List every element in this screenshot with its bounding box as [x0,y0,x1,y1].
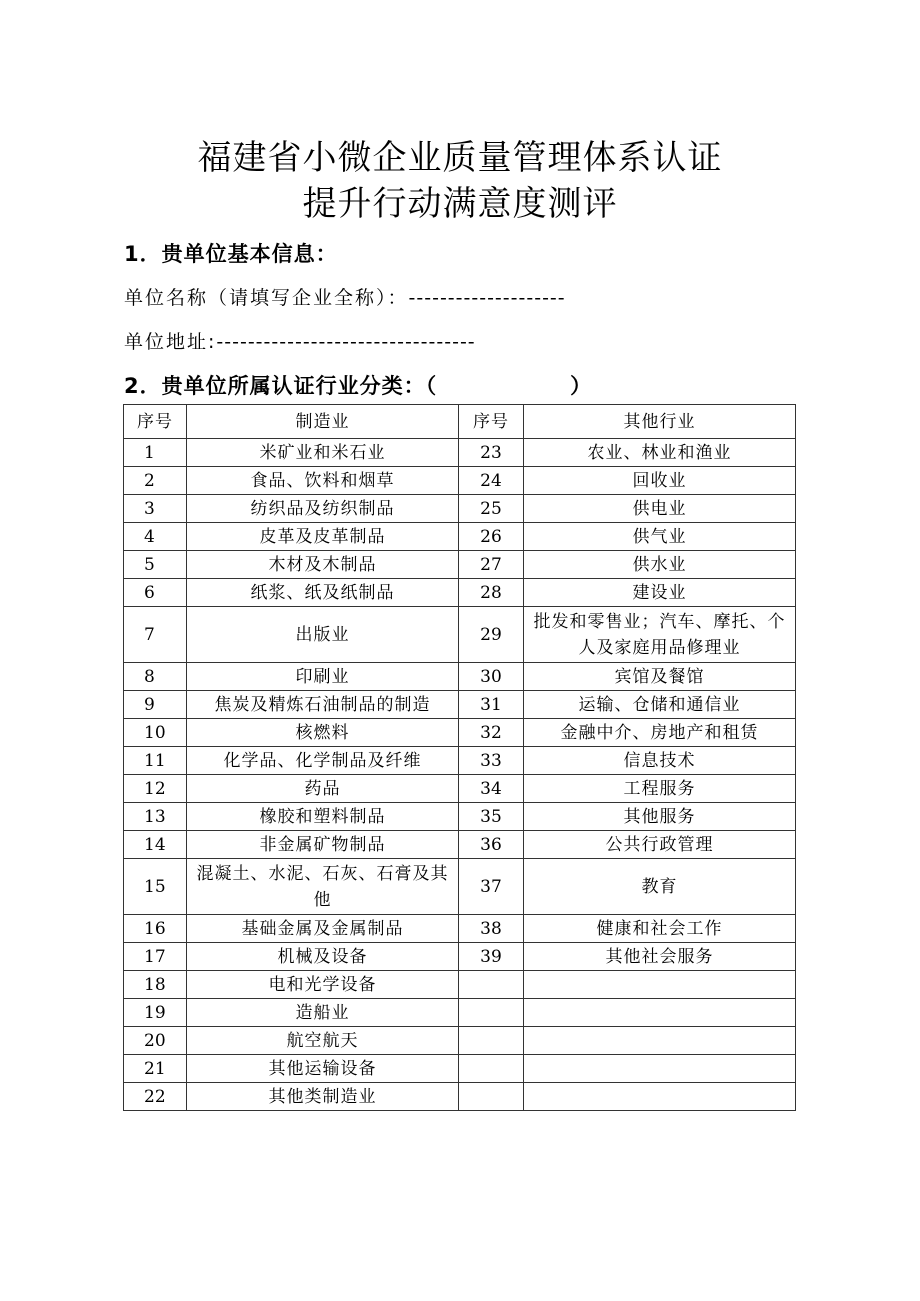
manufacturing-serial-cell: 18 [124,971,187,999]
page-title-line1: 福建省小微企业质量管理体系认证 [197,138,723,178]
manufacturing-industry-cell: 造船业 [187,999,459,1027]
other-industry-cell: 农业、林业和渔业 [524,439,796,467]
manufacturing-industry-cell: 化学品、化学制品及纤维 [187,747,459,775]
manufacturing-serial-cell: 12 [124,775,187,803]
other-industry-cell: 其他服务 [524,803,796,831]
manufacturing-serial-cell: 2 [124,467,187,495]
other-industry-cell [524,1083,796,1111]
other-serial-cell: 33 [459,747,524,775]
other-industry-cell [524,1055,796,1083]
other-industry-cell: 建设业 [524,579,796,607]
other-serial-cell: 34 [459,775,524,803]
other-serial-cell: 30 [459,663,524,691]
manufacturing-serial-cell: 19 [124,999,187,1027]
other-industry-cell: 运输、仓储和通信业 [524,691,796,719]
manufacturing-serial-cell: 22 [124,1083,187,1111]
table-row [124,495,796,523]
other-industry-cell: 其他社会服务 [524,943,796,971]
header-serial-1: 序号 [124,405,187,439]
manufacturing-industry-cell: 纺织品及纺织制品 [187,495,459,523]
manufacturing-serial-cell: 11 [124,747,187,775]
table-row [124,607,796,663]
manufacturing-industry-cell: 电和光学设备 [187,971,459,999]
table-row [124,439,796,467]
other-industry-cell: 公共行政管理 [524,831,796,859]
unit-address-field[interactable] [124,328,476,356]
table-row [124,831,796,859]
other-serial-cell: 24 [459,467,524,495]
other-serial-cell: 23 [459,439,524,467]
manufacturing-industry-cell: 焦炭及精炼石油制品的制造 [187,691,459,719]
manufacturing-industry-cell: 木材及木制品 [187,551,459,579]
manufacturing-serial-cell: 10 [124,719,187,747]
manufacturing-industry-cell: 核燃料 [187,719,459,747]
table-body [124,439,796,1111]
manufacturing-industry-cell: 非金属矿物制品 [187,831,459,859]
other-serial-cell: 26 [459,523,524,551]
other-serial-cell: 39 [459,943,524,971]
table-row [124,747,796,775]
header-serial-2: 序号 [459,405,524,439]
manufacturing-industry-cell: 印刷业 [187,663,459,691]
other-serial-cell: 25 [459,495,524,523]
manufacturing-serial-cell: 16 [124,915,187,943]
manufacturing-serial-cell: 8 [124,663,187,691]
manufacturing-industry-cell: 橡胶和塑料制品 [187,803,459,831]
other-industry-cell: 供气业 [524,523,796,551]
table-row [124,803,796,831]
unit-name-value: -------------------- [408,287,566,309]
industry-classification-table [123,404,796,1111]
manufacturing-industry-cell: 其他类制造业 [187,1083,459,1111]
manufacturing-industry-cell: 混凝土、水泥、石灰、石膏及其他 [187,859,459,915]
table-row [124,719,796,747]
other-serial-cell: 32 [459,719,524,747]
other-serial-cell: 38 [459,915,524,943]
other-industry-cell: 供水业 [524,551,796,579]
manufacturing-industry-cell: 药品 [187,775,459,803]
table-row [124,775,796,803]
other-industry-cell: 回收业 [524,467,796,495]
manufacturing-serial-cell: 1 [124,439,187,467]
other-serial-cell: 37 [459,859,524,915]
table-row [124,943,796,971]
page-title-line2: 提升行动满意度测评 [302,184,618,224]
manufacturing-serial-cell: 20 [124,1027,187,1055]
manufacturing-serial-cell: 13 [124,803,187,831]
other-serial-cell: 28 [459,579,524,607]
other-industry-cell: 健康和社会工作 [524,915,796,943]
other-serial-cell: 29 [459,607,524,663]
table-row [124,859,796,915]
manufacturing-industry-cell: 出版业 [187,607,459,663]
other-industry-cell: 工程服务 [524,775,796,803]
table-row [124,467,796,495]
other-serial-cell: 35 [459,803,524,831]
other-serial-cell [459,999,524,1027]
manufacturing-industry-cell: 航空航天 [187,1027,459,1055]
other-industry-cell: 信息技术 [524,747,796,775]
manufacturing-serial-cell: 7 [124,607,187,663]
other-serial-cell [459,1083,524,1111]
table-row [124,551,796,579]
manufacturing-serial-cell: 9 [124,691,187,719]
other-serial-cell [459,971,524,999]
manufacturing-industry-cell: 其他运输设备 [187,1055,459,1083]
other-industry-cell: 金融中介、房地产和租赁 [524,719,796,747]
table-row [124,1055,796,1083]
manufacturing-serial-cell: 3 [124,495,187,523]
manufacturing-serial-cell: 17 [124,943,187,971]
manufacturing-serial-cell: 14 [124,831,187,859]
table-row [124,999,796,1027]
other-serial-cell: 27 [459,551,524,579]
other-industry-cell [524,971,796,999]
manufacturing-serial-cell: 6 [124,579,187,607]
header-other-industries: 其他行业 [524,405,796,439]
other-serial-cell: 36 [459,831,524,859]
other-industry-cell: 批发和零售业；汽车、摩托、个人及家庭用品修理业 [524,607,796,663]
table-row [124,1027,796,1055]
table-row [124,915,796,943]
table-row [124,523,796,551]
section1-heading: 1．贵单位基本信息： [124,242,338,266]
manufacturing-industry-cell: 纸浆、纸及纸制品 [187,579,459,607]
table-row [124,663,796,691]
table-row [124,971,796,999]
manufacturing-serial-cell: 4 [124,523,187,551]
table-header-row [124,405,796,439]
table-row [124,579,796,607]
other-serial-cell: 31 [459,691,524,719]
unit-address-value: --------------------------------- [216,331,476,353]
header-manufacturing: 制造业 [187,405,459,439]
manufacturing-industry-cell: 基础金属及金属制品 [187,915,459,943]
section2-heading: 2．贵单位所属认证行业分类：（ ） [124,374,593,398]
manufacturing-serial-cell: 21 [124,1055,187,1083]
table-row [124,1083,796,1111]
other-serial-cell [459,1027,524,1055]
manufacturing-industry-cell: 皮革及皮革制品 [187,523,459,551]
other-industry-cell: 宾馆及餐馆 [524,663,796,691]
manufacturing-serial-cell: 5 [124,551,187,579]
manufacturing-industry-cell: 米矿业和米石业 [187,439,459,467]
other-industry-cell: 教育 [524,859,796,915]
other-industry-cell: 供电业 [524,495,796,523]
other-serial-cell [459,1055,524,1083]
manufacturing-serial-cell: 15 [124,859,187,915]
unit-address-label: 单位地址: [124,331,217,353]
manufacturing-industry-cell: 机械及设备 [187,943,459,971]
table-row [124,691,796,719]
unit-name-label: 单位名称（请填写企业全称）： [124,287,409,309]
other-industry-cell [524,999,796,1027]
manufacturing-industry-cell: 食品、饮料和烟草 [187,467,459,495]
other-industry-cell [524,1027,796,1055]
unit-name-field[interactable] [124,284,566,312]
